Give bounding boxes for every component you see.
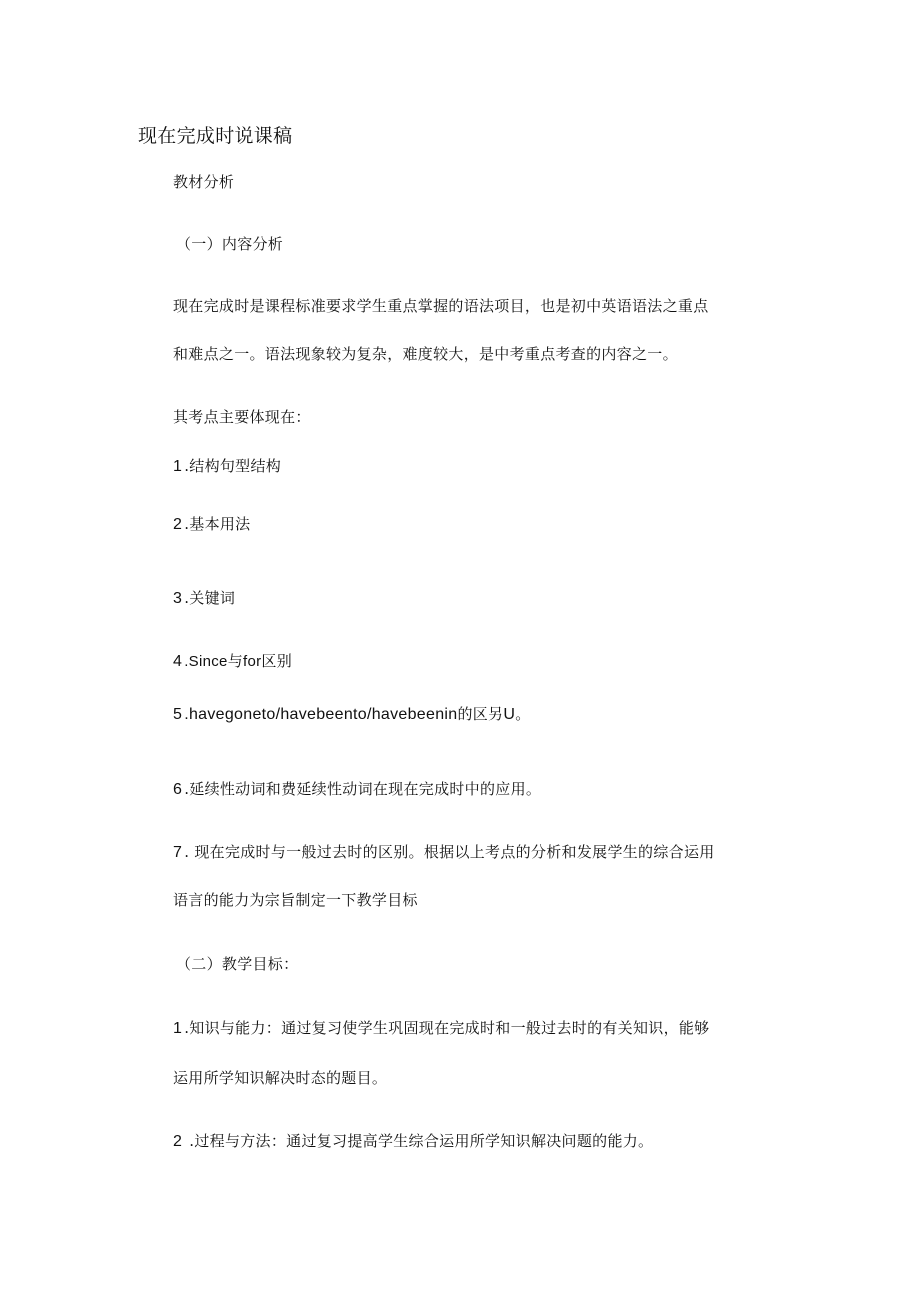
list-number: 5	[173, 706, 183, 723]
points-intro: 其考点主要体现在：	[173, 408, 311, 426]
list-text: .结构句型结构	[184, 457, 282, 475]
paragraph-line: 运用所学知识解决时态的题目。	[173, 1069, 388, 1087]
list-item	[173, 842, 715, 863]
list-number: 2	[173, 516, 183, 533]
list-item	[173, 651, 292, 672]
list-number: 1	[173, 458, 183, 475]
list-text: 与	[227, 652, 244, 670]
subheading-teaching-goals: （二）教学目标：	[176, 955, 299, 973]
document-title: 现在完成时说课稿	[138, 125, 293, 147]
list-text: .havegoneto/havebeento/havebeenin	[184, 706, 458, 723]
paragraph-line: 语言的能力为宗旨制定一下教学目标	[173, 891, 418, 909]
list-number: 3	[173, 590, 183, 607]
list-text: U	[503, 706, 516, 723]
list-text: for	[243, 653, 262, 670]
list-number: 7	[173, 844, 183, 861]
list-text: 的区另	[457, 705, 504, 723]
list-item	[173, 588, 235, 609]
list-number: 2	[173, 1133, 183, 1150]
paragraph-line: 和难点之一。语法现象较为复杂，难度较大，是中考重点考查的内容之一。	[173, 345, 678, 363]
section-heading: 教材分析	[173, 173, 235, 191]
list-text: .Since	[184, 653, 228, 670]
list-text: .知识与能力：通过复习使学生巩固现在完成时和一般过去时的有关知识，能够	[184, 1019, 710, 1037]
list-text: .基本用法	[184, 515, 251, 533]
list-text: .延续性动词和费延续性动词在现在完成时中的应用。	[184, 780, 542, 798]
list-item	[173, 514, 250, 535]
list-number: 6	[173, 781, 183, 798]
paragraph-line: 现在完成时是课程标准要求学生重点掌握的语法项目，也是初中英语语法之重点	[173, 297, 709, 315]
list-item	[173, 1131, 653, 1152]
list-text: . 现在完成时与一般过去时的区别。根据以上考点的分析和发展学生的综合运用	[184, 843, 715, 861]
list-text: .关键词	[184, 589, 236, 607]
list-text: 。	[515, 705, 531, 723]
list-number: 1	[173, 1020, 183, 1037]
subheading-content-analysis: （一）内容分析	[176, 235, 284, 253]
list-text: .过程与方法：通过复习提高学生综合运用所学知识解决问题的能力。	[184, 1132, 654, 1150]
list-item	[173, 456, 281, 477]
list-item	[173, 704, 531, 725]
list-item	[173, 1018, 709, 1039]
list-item	[173, 779, 541, 800]
list-number: 4	[173, 653, 183, 670]
list-text: 区别	[261, 652, 293, 670]
